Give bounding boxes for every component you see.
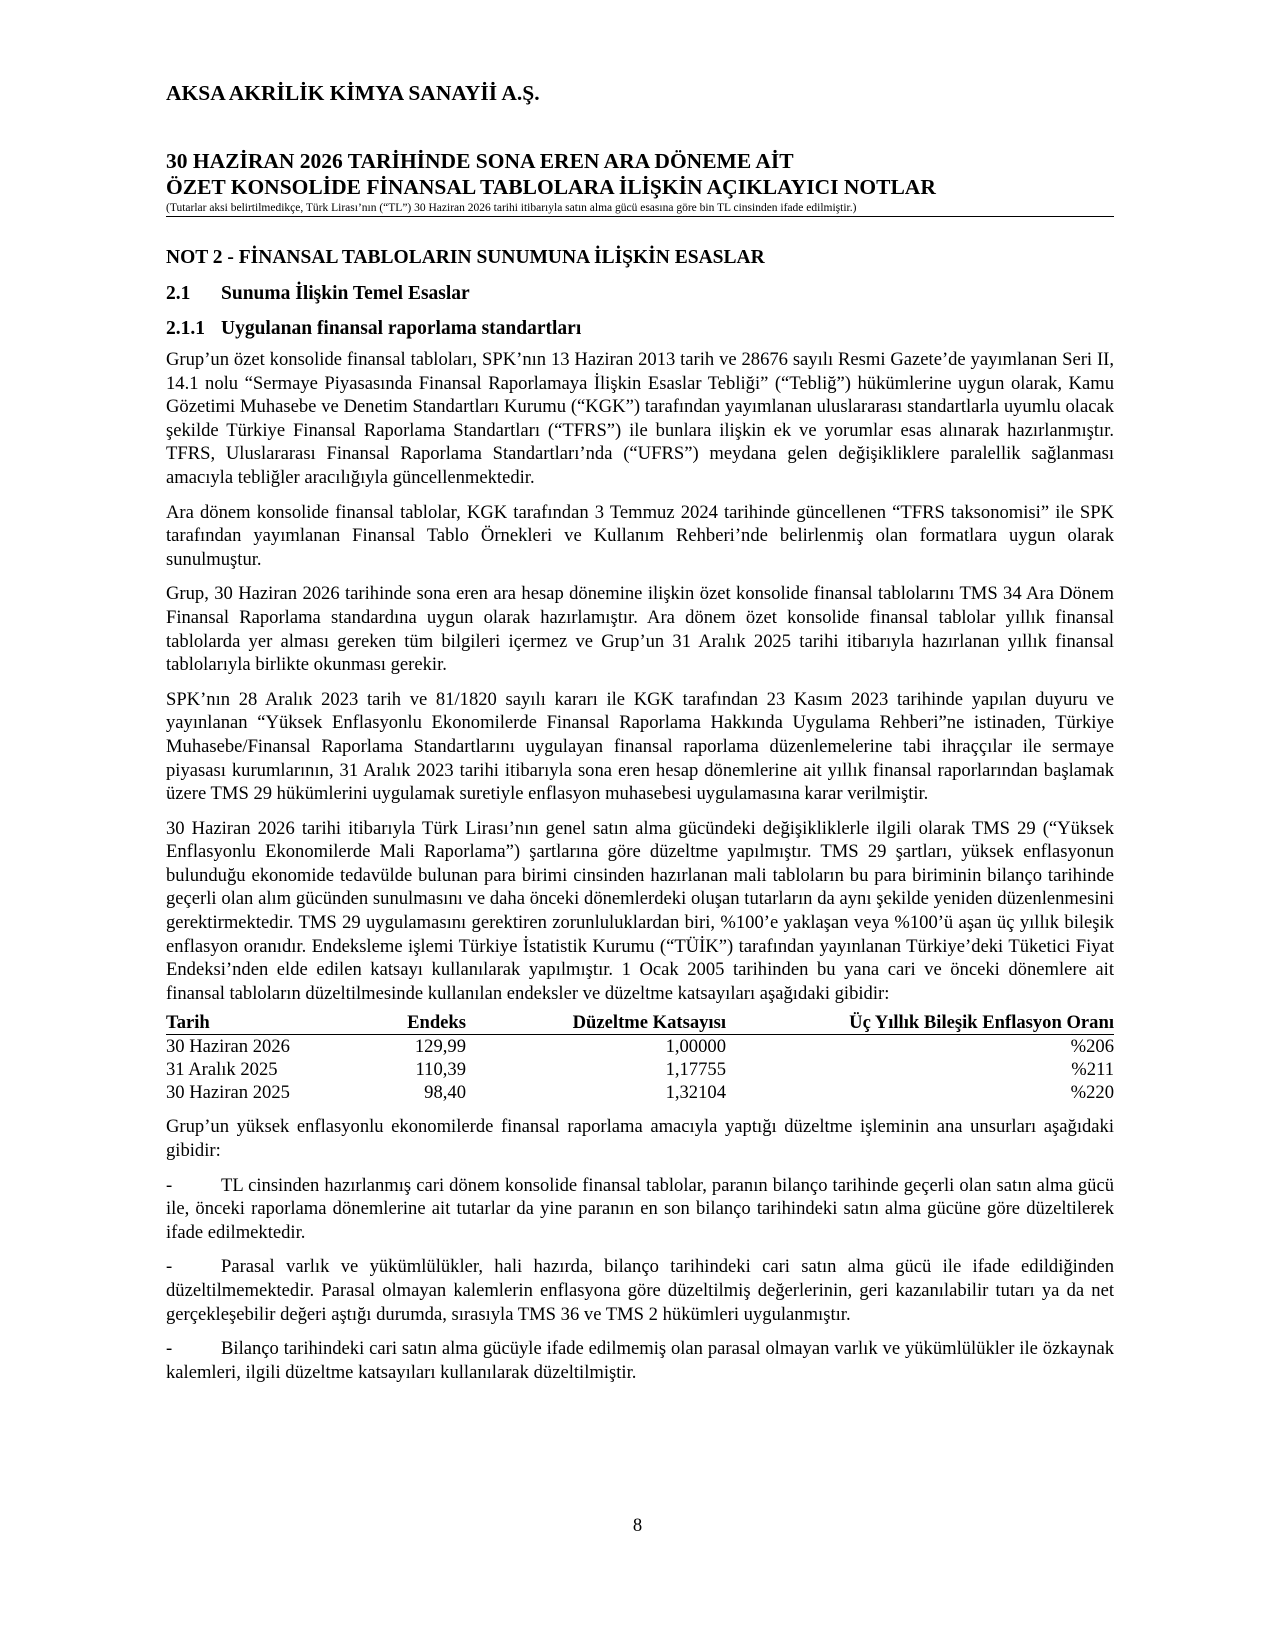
column-header-date: Tarih [166,1011,356,1035]
bullet-dash: - [166,1256,173,1278]
list-item [166,1174,1114,1245]
cell-coefficient: 1,32104 [665,1082,726,1104]
paragraph: Ara dönem konsolide finansal tablolar, KGK tarafından 3 Temmuz 2024 tarihinde güncellenen “TFRS taksonomisi” ile SPK tarafından yayımlanan Finansal Tablo Örnekleri ve Kullanım Rehberi’nde belirlenmiş olan formatlara uygun olarak sunulmuştur. [166,501,1114,570]
cell-coefficient: 1,00000 [665,1036,726,1058]
column-header-inflation-rate: Üç Yıllık Bileşik Enflasyon Oranı [726,1011,1114,1035]
list-item [166,1337,1114,1384]
currency-note: (Tutarlar aksi belirtilmedikçe, Türk Lirası’nın (“TL”) 30 Haziran 2026 tarihi itibarıyla satın alma gücü esasına göre bin TL cinsinden ifade edilmiştir.) [166,202,857,214]
section-title: Sunuma İlişkin Temel Esaslar [221,283,470,304]
cell-date: 30 Haziran 2026 [166,1036,290,1058]
cell-date: 30 Haziran 2025 [166,1082,290,1104]
bullet-dash: - [166,1338,173,1360]
cell-inflation-rate: %206 [1070,1036,1114,1058]
bullet-dash: - [166,1174,173,1196]
column-header-index: Endeks [356,1011,466,1035]
list-item-text: TL cinsinden hazırlanmış cari dönem konsolide finansal tablolar, paranın bilanço tarihinde geçerli olan satın alma gücü ile, önceki raporlama dönemlerine ait tutarlar da yine paranın en son bilanço tarihindeki satın alma gücüne göre düzeltilerek ifade edilmektedir. [166,1174,1114,1243]
table-row [166,1081,1114,1104]
report-title-line-1: 30 HAZİRAN 2026 TARİHİNDE SONA EREN ARA DÖNEME AİT [166,149,794,173]
cell-index: 129,99 [414,1036,466,1058]
page-number: 8 [632,1515,643,1536]
subsection-heading [166,317,1114,341]
paragraph: Grup, 30 Haziran 2026 tarihinde sona eren ara hesap dönemine ilişkin özet konsolide finansal tablolarını TMS 34 Ara Dönem Finansal Raporlama standardına uygun olarak hazırlamıştır. Ara dönem özet konsolide finansal tablolar yıllık finansal tablolarda yer alması gereken tüm bilgileri içermez ve Grup’un 31 Aralık 2025 tarihi itibarıyla hazırlanan yıllık finansal tablolarıyla birlikte okunması gerekir. [166,583,1114,676]
cell-index: 98,40 [424,1082,466,1104]
cell-inflation-rate: %211 [1071,1059,1114,1081]
table-header-row [166,1011,1114,1035]
paragraph: SPK’nın 28 Aralık 2023 tarih ve 81/1820 sayılı kararı ile KGK tarafından 23 Kasım 2023 tarihinde yapılan duyuru ve yayınlanan “Yüksek Enflasyonlu Ekonomilerde Finansal Raporlama Hakkında Uygulama Rehberi”ne istinaden, Türkiye Muhasebe/Finansal Raporlama Standartlarını uygulayan finansal raporlama düzenlemelerine tabi ihraççılar ile sermaye piyasası kurumlarının, 31 Aralık 2023 tarihi itibarıyla sona eren hesap dönemlerine ait yıllık finansal raporlarından başlamak üzere TMS 29 hükümlerini uygulamak suretiyle enflasyon muhasebesi uygulamasına karar verilmiştir. [166,688,1114,805]
cell-coefficient: 1,17755 [665,1059,726,1081]
section-heading [166,282,1114,306]
inflation-index-table [166,1011,1114,1104]
cell-index: 110,39 [415,1059,466,1081]
table-row [166,1035,1114,1059]
paragraph: Grup’un yüksek enflasyonlu ekonomilerde finansal raporlama amacıyla yaptığı düzeltme işleminin ana unsurları aşağıdaki gibidir: [166,1116,1114,1162]
subsection-number: 2.1.1 [166,318,205,339]
company-name: AKSA AKRİLİK KİMYA SANAYİİ A.Ş. [166,81,540,105]
cell-date: 31 Aralık 2025 [166,1059,278,1081]
list-item-text: Parasal varlık ve yükümlülükler, hali hazırda, bilanço tarihindeki cari satın alma gücü ile ifade edildiğinden düzeltilmemektedir. Parasal olmayan kalemlerin enflasyona göre düzeltilmiş değerlerinin, geri kazanılabilir tutarı ya da net gerçekleşebilir değeri aştığı durumda, sırasıyla TMS 36 ve TMS 2 hükümleri uygulanmıştır. [166,1256,1114,1325]
table-row [166,1058,1114,1081]
list-item-text: Bilanço tarihindeki cari satın alma gücüyle ifade edilmemiş olan parasal olmayan varlık ve yükümlülükler ile özkaynak kalemleri, ilgili düzeltme katsayıları kullanılarak düzeltilmiştir. [166,1338,1114,1383]
header-divider [166,216,1114,217]
paragraph: 30 Haziran 2026 tarihi itibarıyla Türk Lirası’nın genel satın alma gücündeki değişikliklerle ilgili olarak TMS 29 (“Yüksek Enflasyonlu Ekonomilerde Mali Raporlama”) şartlarına göre düzeltme yapılmıştır. TMS 29 şartları, yüksek enflasyonun bulunduğu ekonomide tedavülde bulunan para birimi cinsinden hazırlanan mali tabloların bu para biriminin bilanço tarihinde geçerli olan alım gücünden sunulmasını ve daha önceki dönemlerdeki oluşan tutarların da aynı şekilde yeniden düzenlenmesini gerektirmektedir. TMS 29 uygulamasını gerektiren zorunluluklardan biri, %100’e yaklaşan veya %100’ü aşan üç yıllık bileşik enflasyon oranıdır. Endeksleme işlemi Türkiye İstatistik Kurumu (“TÜİK”) tarafından yayınlanan Türkiye’deki Tüketici Fiyat Endeksi’nden elde edilen katsayı kullanılarak yapılmıştır. 1 Ocak 2005 tarihinden bu yana cari ve önceki dönemlere ait finansal tabloların düzeltilmesinde kullanılan endeksler ve düzeltme katsayıları aşağıdaki gibidir: [166,817,1114,1004]
section-number: 2.1 [166,283,191,304]
report-title-line-2: ÖZET KONSOLİDE FİNANSAL TABLOLARA İLİŞKİN AÇIKLAYICI NOTLAR [166,175,936,199]
column-header-coefficient: Düzeltme Katsayısı [466,1011,726,1035]
subsection-title: Uygulanan finansal raporlama standartları [221,318,582,339]
cell-inflation-rate: %220 [1070,1082,1114,1104]
list-item [166,1255,1114,1326]
note-title: NOT 2 - FİNANSAL TABLOLARIN SUNUMUNA İLİŞKİN ESASLAR [166,247,765,268]
paragraph: Grup’un özet konsolide finansal tabloları, SPK’nın 13 Haziran 2013 tarih ve 28676 sayılı Resmi Gazete’de yayımlanan Seri II, 14.1 nolu “Sermaye Piyasasında Finansal Raporlamaya İlişkin Esaslar Tebliği” (“Tebliğ”) hükümlerine uygun olarak, Kamu Gözetimi Muhasebe ve Denetim Standartları Kurumu (“KGK”) tarafından yayımlanan uluslararası standartlarla uyumlu olacak şekilde Türkiye Finansal Raporlama Standartları (“TFRS”) ile bunlara ilişkin ek ve yorumlar esas alınarak hazırlanmıştır. TFRS, Uluslararası Finansal Raporlama Standartları’nda (“UFRS”) meydana gelen değişikliklere paralellik sağlanması amacıyla tebliğler aracılığıyla güncellenmektedir. [166,349,1114,488]
document-page [166,80,1114,1384]
